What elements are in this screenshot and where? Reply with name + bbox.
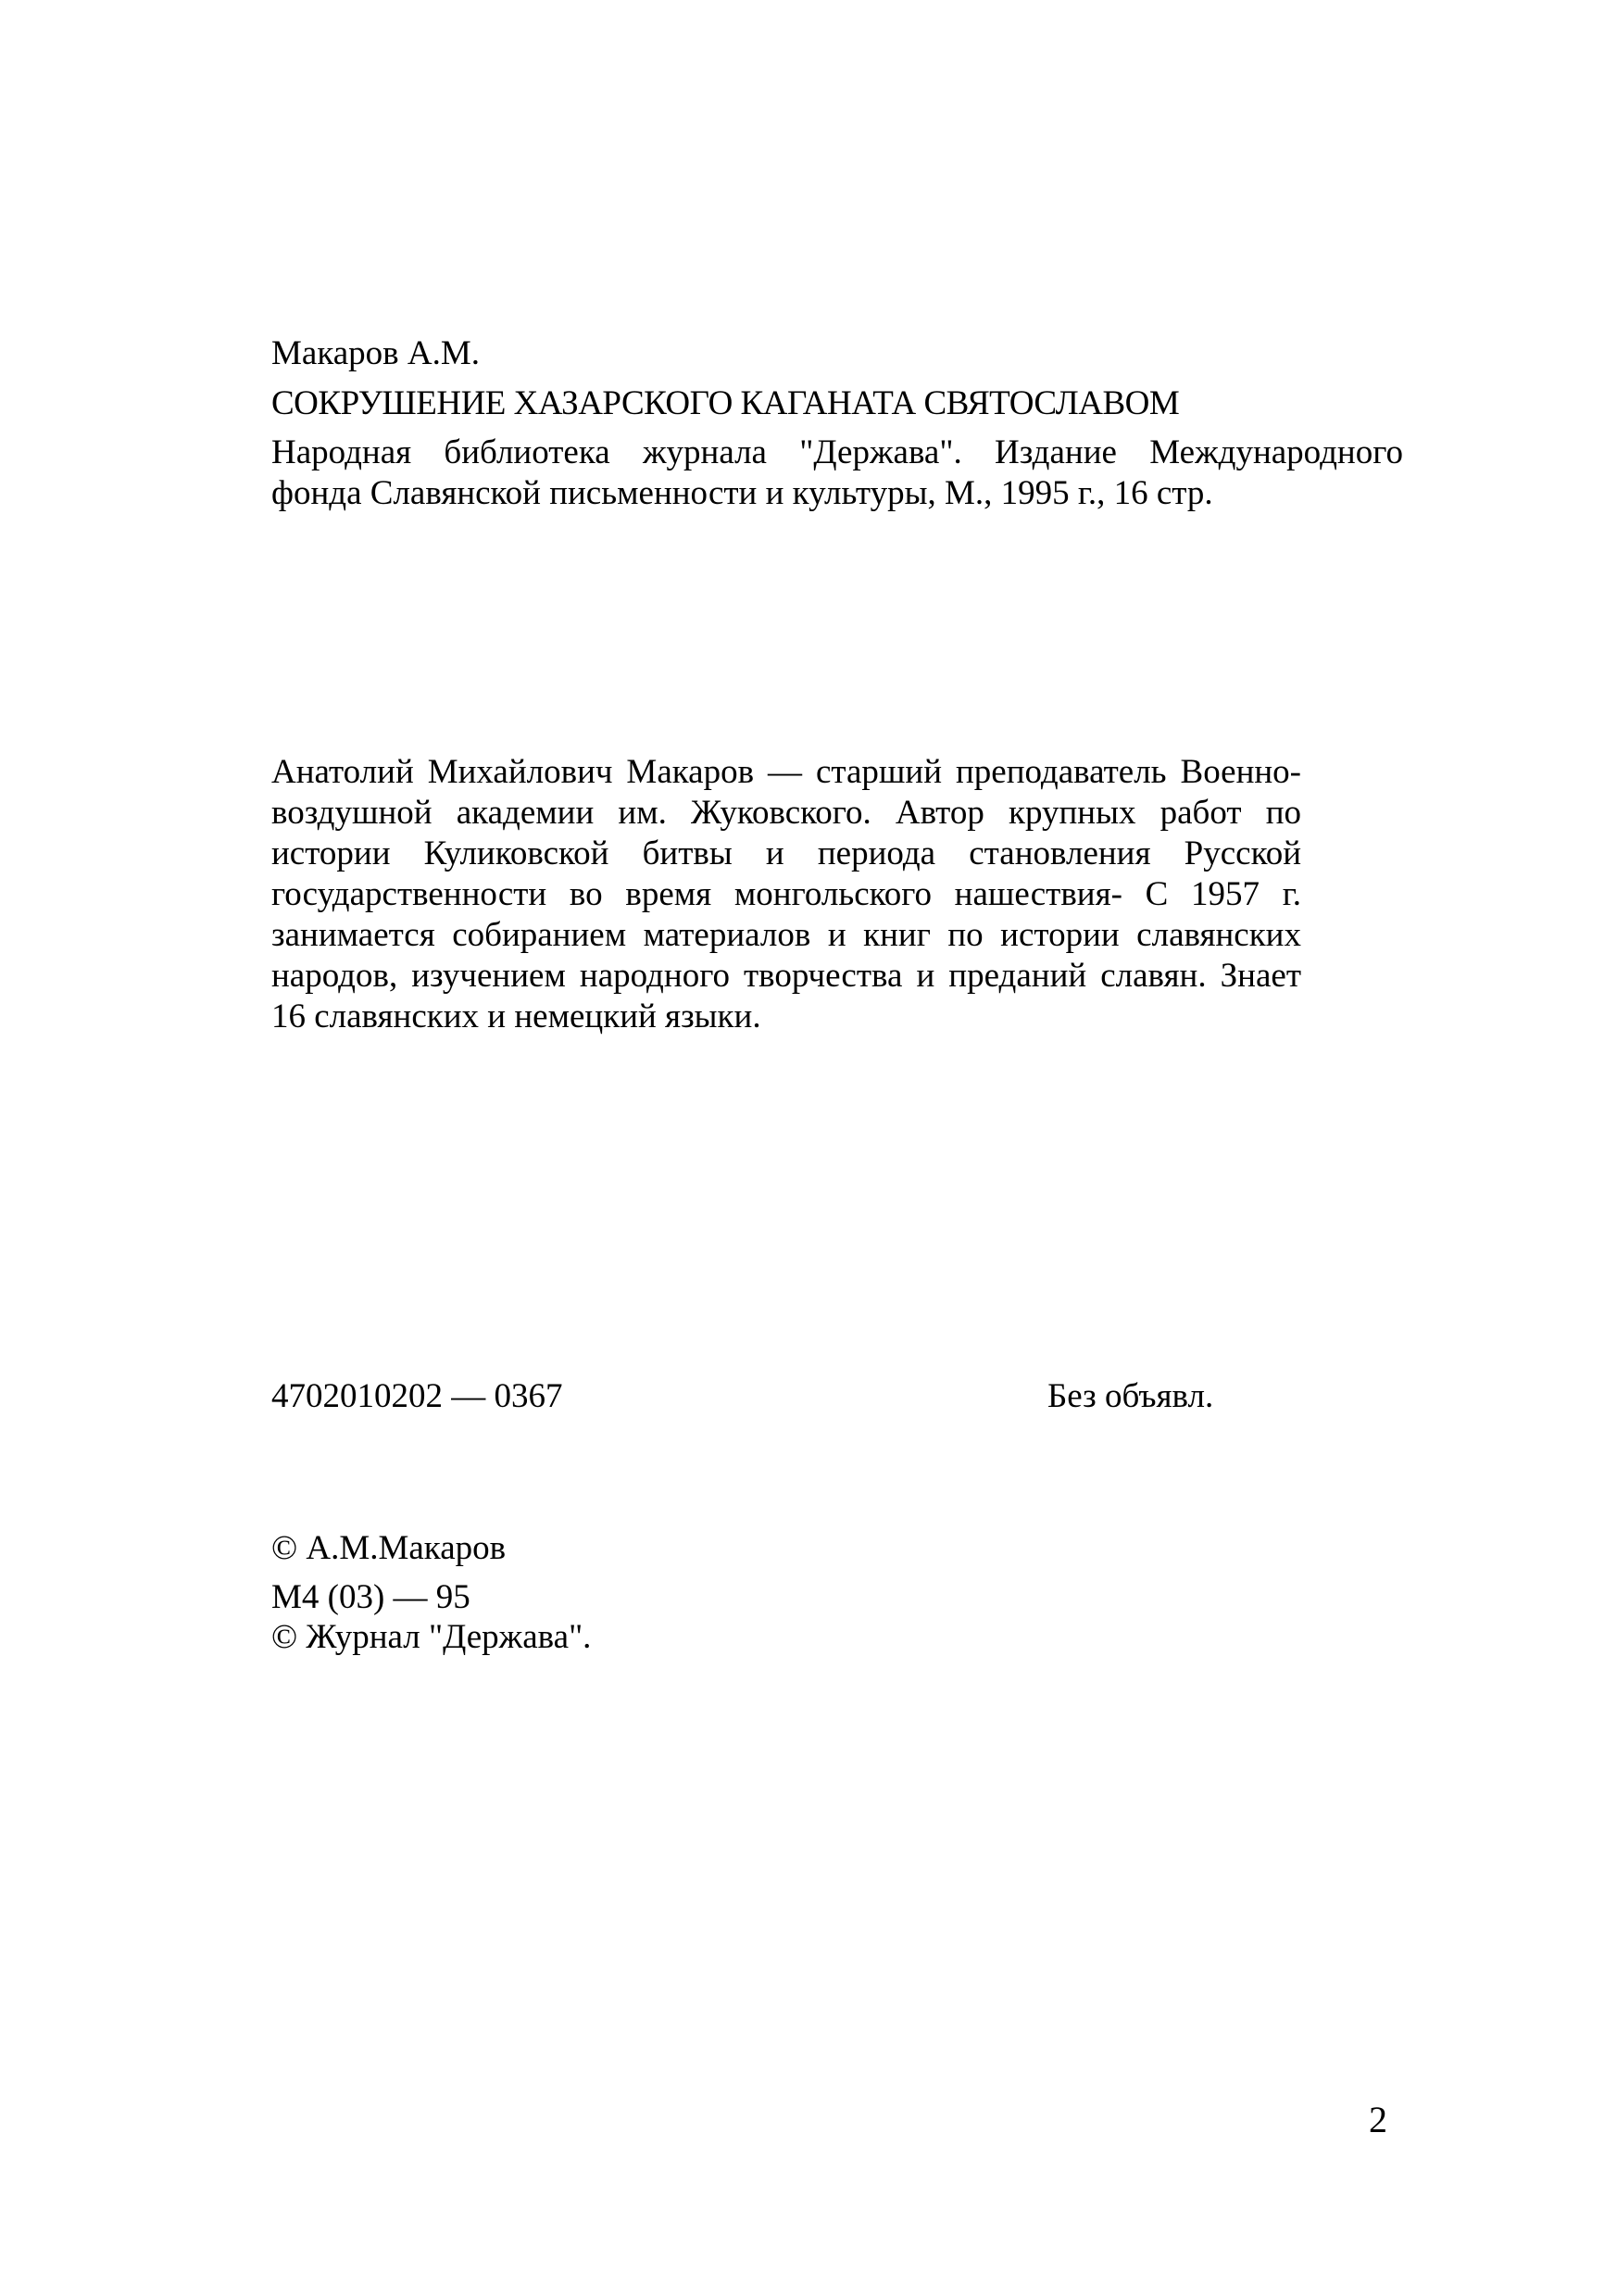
- publisher-info: [271, 433, 1403, 514]
- catalog-code: 4702010202 — 0367: [271, 1377, 563, 1415]
- bio-line: народов, изучением народного творчества и преданий славян. Знает: [271, 957, 1301, 995]
- author-bio: [271, 752, 1301, 1037]
- publisher-line: фонда Славянской письменности и культуры, М., 1995 г., 16 стр.: [271, 474, 1213, 512]
- publisher-line: Народная библиотека журнала "Держава". Издание Международного: [271, 433, 1403, 471]
- bio-line: Анатолий Михайлович Макаров — старший преподаватель Военно-: [271, 753, 1301, 791]
- bio-line: занимается собиранием материалов и книг по истории славянских: [271, 916, 1301, 954]
- author-copyright: © А.М.Макаров: [271, 1529, 507, 1567]
- bio-line: воздушной академии им. Жуковского. Автор крупных работ по: [271, 794, 1301, 832]
- book-title: СОКРУШЕНИЕ ХАЗАРСКОГО КАГАНАТА СВЯТОСЛАВОМ: [271, 384, 1180, 422]
- page-number: 2: [1369, 2099, 1387, 2140]
- bio-line: 16 славянских и немецкий языки.: [271, 997, 761, 1035]
- price-note: Без объявл.: [1047, 1377, 1214, 1415]
- journal-copyright: © Журнал "Держава".: [271, 1618, 592, 1656]
- author-name: Макаров А.М.: [271, 334, 480, 372]
- bio-line: истории Куликовской битвы и периода становления Русской: [271, 834, 1301, 872]
- bio-line: государственности во время монгольского нашествия- С 1957 г.: [271, 875, 1301, 913]
- index-code: М4 (03) — 95: [271, 1578, 470, 1616]
